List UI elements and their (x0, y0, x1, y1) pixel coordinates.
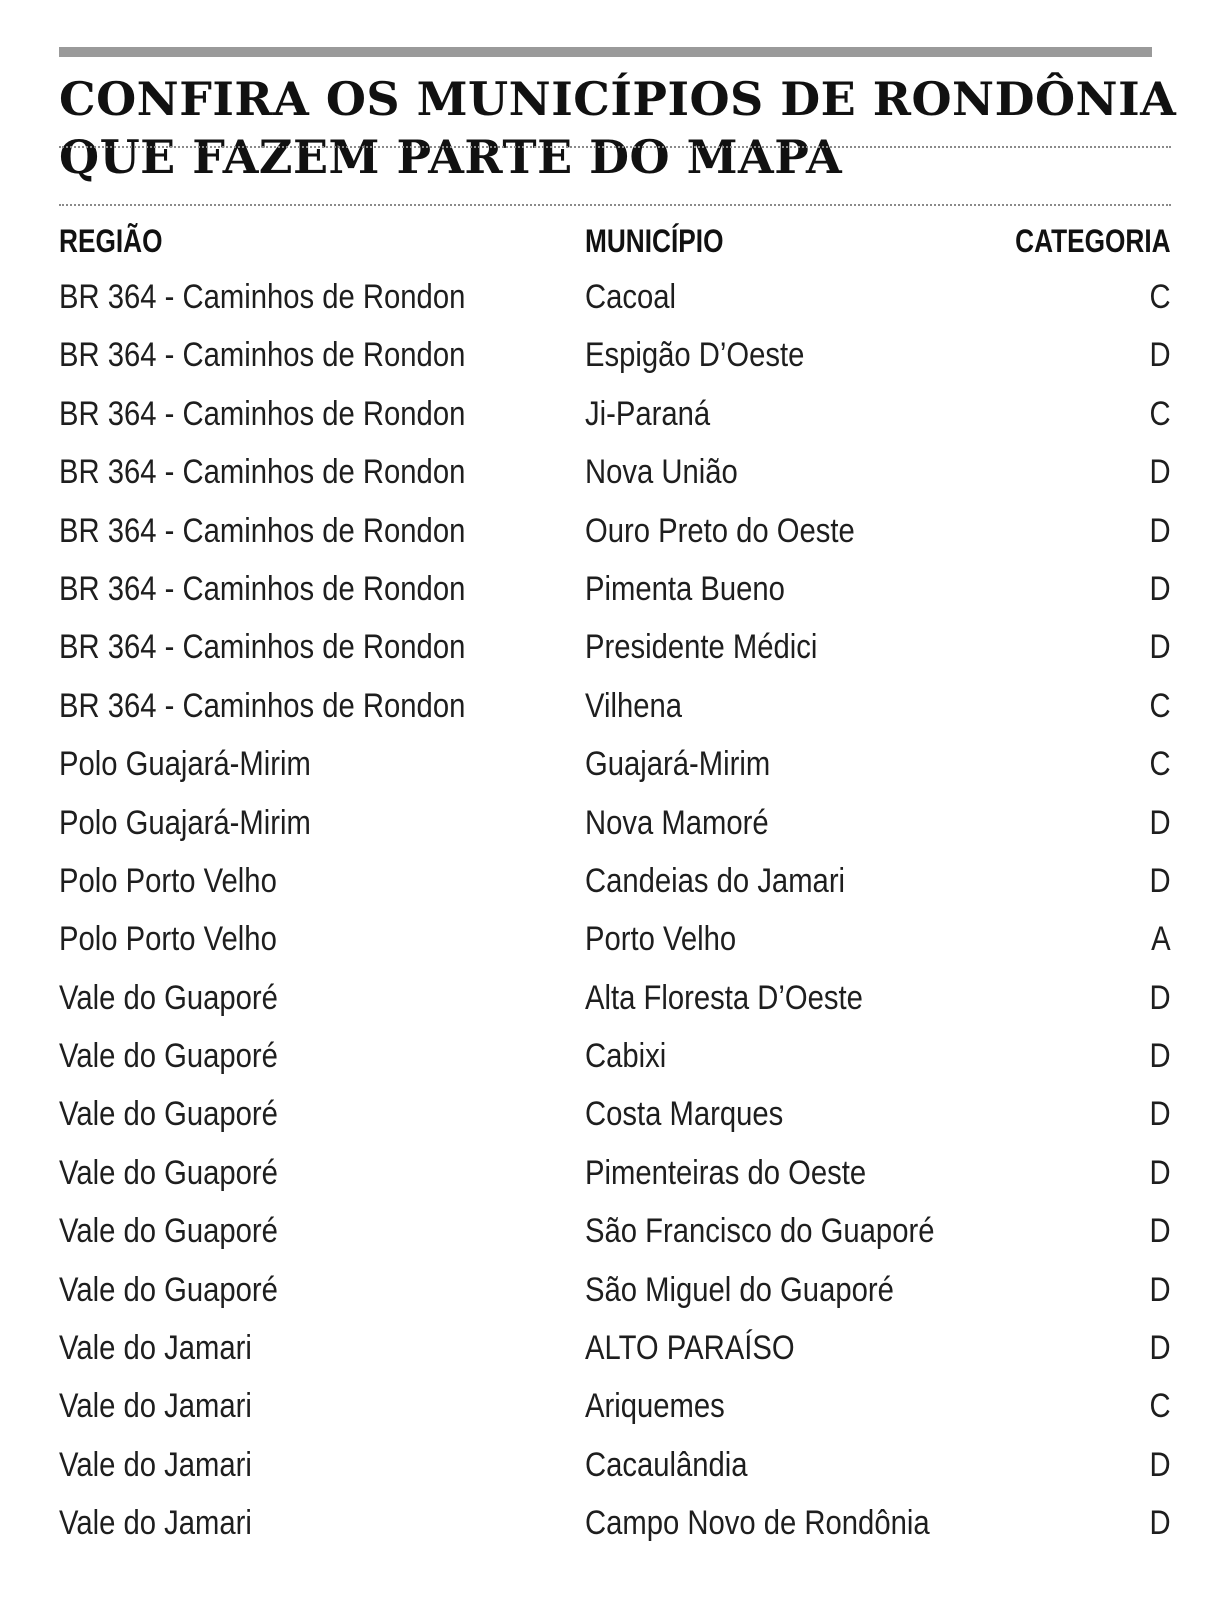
cell-municipality: Cabixi (585, 1037, 667, 1076)
cell-region: BR 364 - Caminhos de Rondon (59, 569, 466, 608)
cell-region: Vale do Jamari (59, 1445, 252, 1484)
header-category: CATEGORIA (1015, 223, 1171, 259)
cell-category: C (1149, 686, 1171, 725)
table-row (59, 677, 1171, 735)
table-row (59, 1319, 1171, 1377)
title-line-2: QUE FAZEM PARTE DO MAPA (59, 130, 843, 184)
cell-municipality: São Miguel do Guaporé (585, 1270, 894, 1309)
cell-region: Vale do Jamari (59, 1329, 252, 1368)
cell-region: Vale do Guaporé (59, 1095, 278, 1134)
dotted-divider-2 (59, 204, 1171, 206)
cell-category: D (1149, 978, 1171, 1017)
cell-municipality: Vilhena (585, 686, 683, 725)
table-header (59, 214, 1171, 268)
cell-region: Vale do Guaporé (59, 1037, 278, 1076)
cell-region: Vale do Jamari (59, 1504, 252, 1543)
cell-region: Vale do Guaporé (59, 1270, 278, 1309)
cell-category: D (1149, 1037, 1171, 1076)
cell-municipality: Cacaulândia (585, 1445, 748, 1484)
table-row (59, 969, 1171, 1027)
table-row (59, 735, 1171, 793)
table-row (59, 268, 1171, 326)
cell-region: BR 364 - Caminhos de Rondon (59, 278, 466, 316)
cell-category: C (1149, 745, 1171, 784)
cell-category: D (1149, 861, 1171, 900)
cell-category: C (1149, 394, 1171, 433)
cell-category: C (1149, 1387, 1171, 1426)
cell-municipality: Candeias do Jamari (585, 861, 846, 900)
table-row (59, 326, 1171, 384)
cell-region: BR 364 - Caminhos de Rondon (59, 628, 466, 667)
top-rule (59, 47, 1152, 57)
table-row (59, 1202, 1171, 1260)
page-title (59, 70, 1177, 186)
cell-region: Polo Guajará-Mirim (59, 803, 311, 842)
cell-municipality: Guajará-Mirim (585, 745, 771, 784)
table-row (59, 1377, 1171, 1435)
cell-region: BR 364 - Caminhos de Rondon (59, 394, 466, 433)
cell-municipality: Espigão D’Oeste (585, 336, 805, 375)
cell-category: D (1149, 1270, 1171, 1309)
cell-category: D (1149, 453, 1171, 492)
cell-municipality: Ji-Paraná (585, 394, 711, 433)
cell-municipality: Nova Mamoré (585, 803, 769, 842)
table-row (59, 1494, 1171, 1552)
cell-municipality: Alta Floresta D’Oeste (585, 978, 863, 1017)
header-municipality: MUNICÍPIO (585, 223, 724, 259)
cell-region: Vale do Guaporé (59, 1212, 278, 1251)
table-row (59, 1436, 1171, 1494)
title-line-1: CONFIRA OS MUNICÍPIOS DE RONDÔNIA (59, 72, 1177, 126)
cell-category: D (1149, 628, 1171, 667)
table-row (59, 1144, 1171, 1202)
cell-category: D (1149, 1329, 1171, 1368)
cell-category: D (1149, 336, 1171, 375)
cell-municipality: Pimenta Bueno (585, 569, 785, 608)
cell-municipality: Campo Novo de Rondônia (585, 1504, 930, 1543)
cell-municipality: Cacoal (585, 278, 677, 316)
cell-municipality: Ouro Preto do Oeste (585, 511, 855, 550)
cell-region: BR 364 - Caminhos de Rondon (59, 453, 466, 492)
header-region: REGIÃO (59, 223, 163, 259)
cell-municipality: Pimenteiras do Oeste (585, 1153, 867, 1192)
cell-region: Polo Guajará-Mirim (59, 745, 311, 784)
cell-municipality: São Francisco do Guaporé (585, 1212, 935, 1251)
table-row (59, 385, 1171, 443)
cell-region: BR 364 - Caminhos de Rondon (59, 511, 466, 550)
table-row (59, 794, 1171, 852)
cell-category: C (1149, 278, 1171, 316)
municipalities-table (59, 214, 1171, 1553)
cell-municipality: Porto Velho (585, 920, 737, 959)
cell-municipality: ALTO PARAÍSO (585, 1329, 795, 1368)
table-row (59, 1261, 1171, 1319)
cell-municipality: Ariquemes (585, 1387, 725, 1426)
cell-category: D (1149, 803, 1171, 842)
cell-category: A (1151, 920, 1171, 959)
table-body (59, 268, 1171, 1553)
table-row (59, 852, 1171, 910)
cell-region: Vale do Guaporé (59, 1153, 278, 1192)
table-row (59, 1085, 1171, 1143)
cell-category: D (1149, 1504, 1171, 1543)
cell-region: Vale do Jamari (59, 1387, 252, 1426)
cell-region: BR 364 - Caminhos de Rondon (59, 686, 466, 725)
cell-region: Vale do Guaporé (59, 978, 278, 1017)
cell-category: D (1149, 511, 1171, 550)
table-row (59, 910, 1171, 968)
cell-region: BR 364 - Caminhos de Rondon (59, 336, 466, 375)
cell-category: D (1149, 1095, 1171, 1134)
table-row (59, 618, 1171, 676)
cell-region: Polo Porto Velho (59, 920, 277, 959)
cell-category: D (1149, 569, 1171, 608)
cell-municipality: Nova União (585, 453, 738, 492)
table-row (59, 1027, 1171, 1085)
dotted-divider-1 (59, 146, 1171, 148)
table-row (59, 502, 1171, 560)
cell-category: D (1149, 1445, 1171, 1484)
cell-category: D (1149, 1212, 1171, 1251)
cell-municipality: Costa Marques (585, 1095, 784, 1134)
table-row (59, 560, 1171, 618)
cell-category: D (1149, 1153, 1171, 1192)
cell-region: Polo Porto Velho (59, 861, 277, 900)
cell-municipality: Presidente Médici (585, 628, 818, 667)
table-row (59, 443, 1171, 501)
